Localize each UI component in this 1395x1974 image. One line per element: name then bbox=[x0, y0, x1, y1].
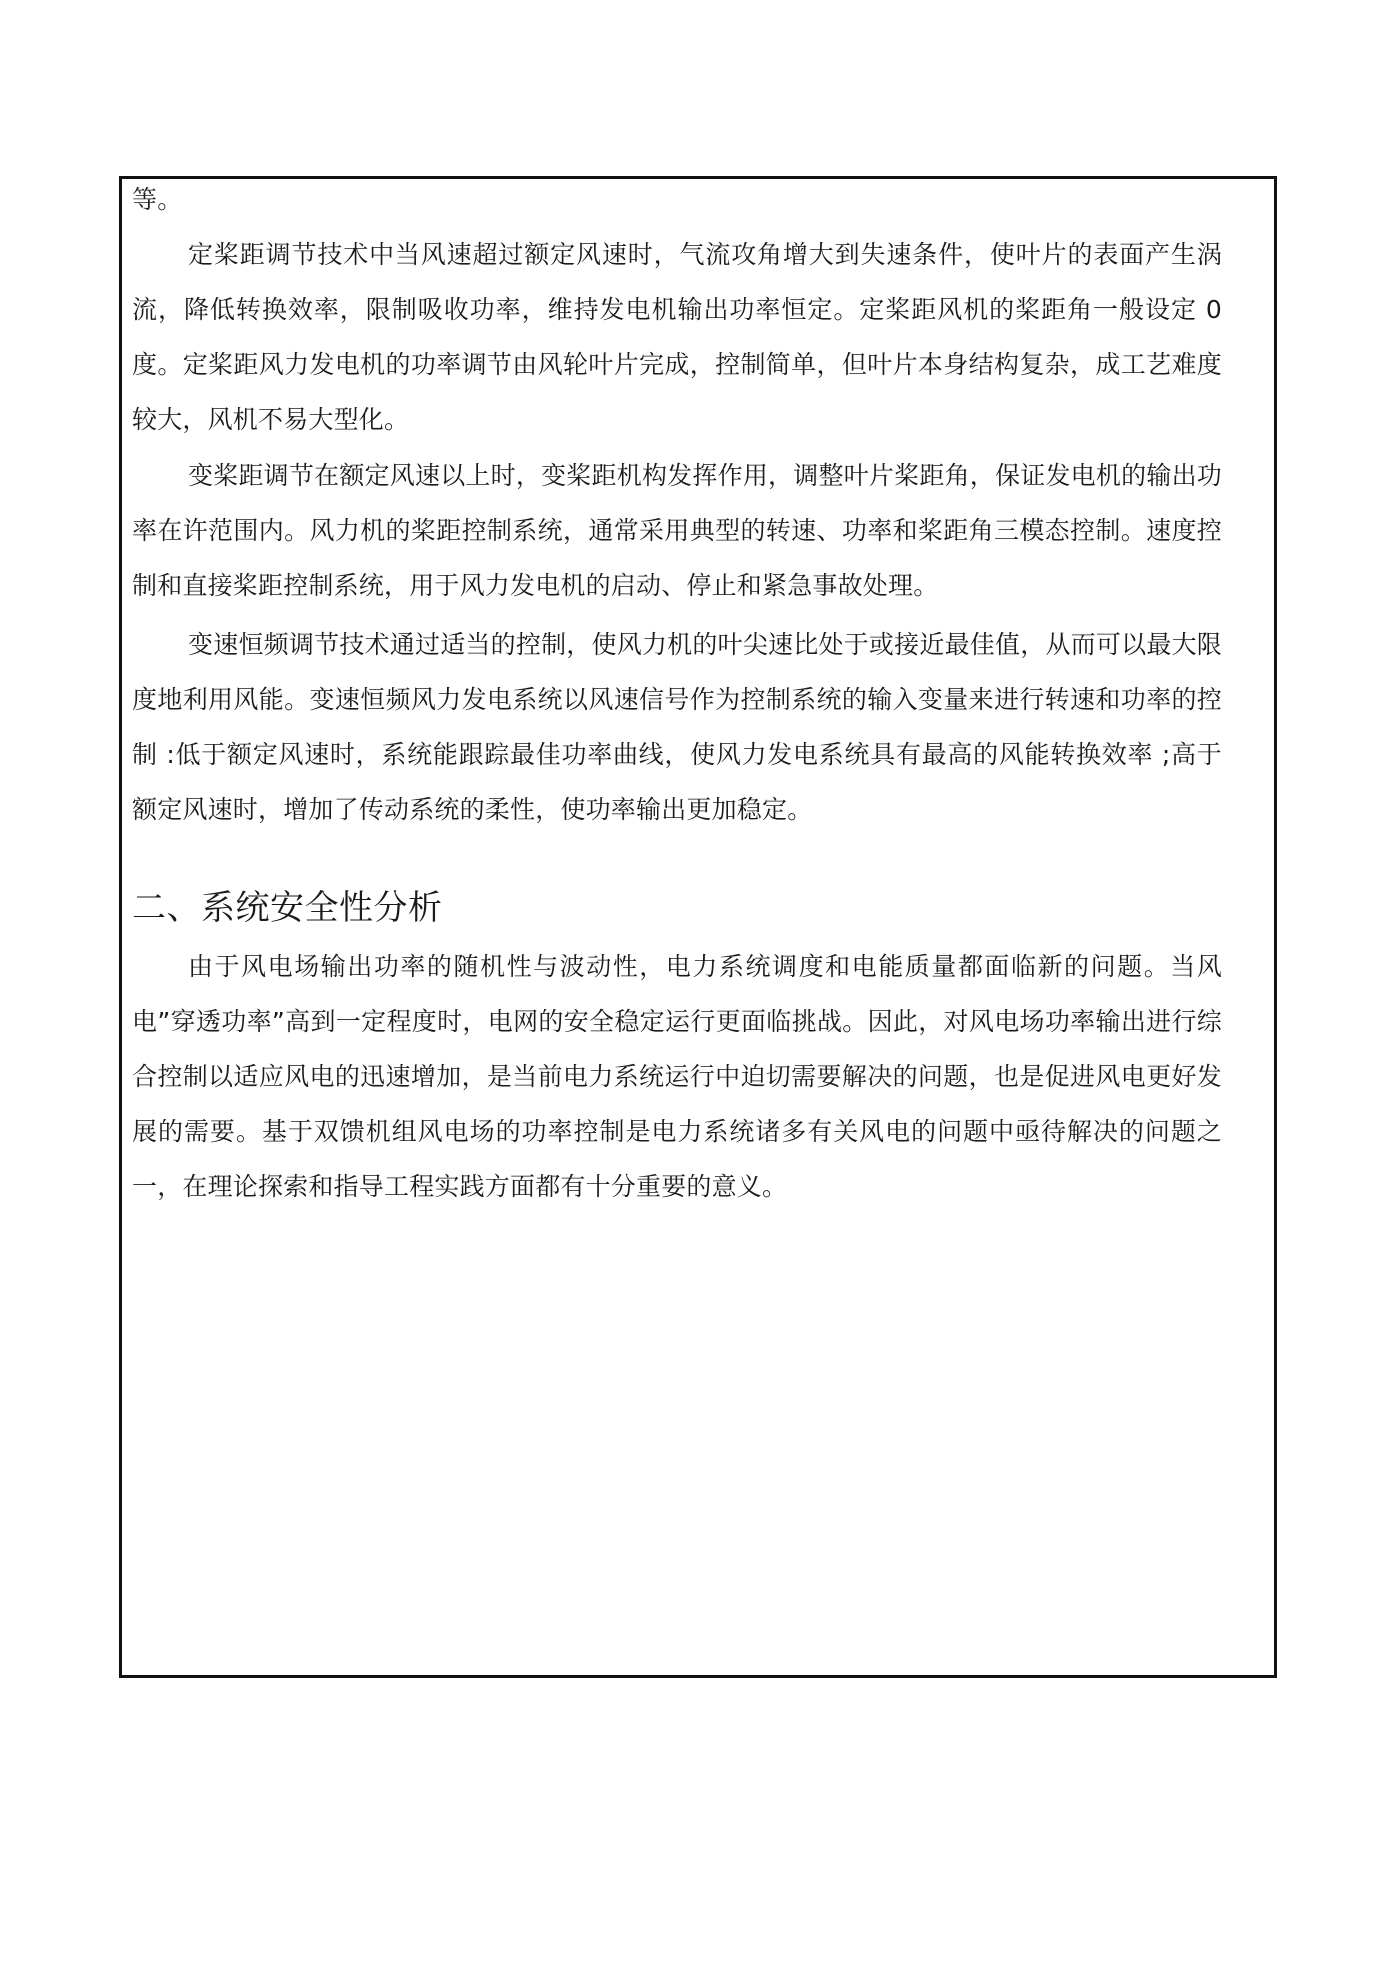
paragraph-variable-speed: 变速恒频调节技术通过适当的控制，使风力机的叶尖速比处于或接近最佳值，从而可以最大限度地利用风能。变速恒频风力发电系统以风速信号作为控制系统的输入变量来进行转速和功率的控制 :低于额定风速时，系统能跟踪最佳功率曲线，使风力发电系统具有最高的风能转换效率 ;高于额定风速时，增加了传动系统的柔性，使功率输出更加稳定。 bbox=[132, 630, 1222, 824]
paragraph-continuation: 等。 bbox=[132, 185, 183, 214]
document-body bbox=[132, 172, 1222, 1214]
section-heading: 二、系统安全性分析 bbox=[132, 888, 443, 928]
paragraph-fixed-pitch: 定桨距调节技术中当风速超过额定风速时，气流攻角增大到失速条件，使叶片的表面产生涡流，降低转换效率，限制吸收功率，维持发电机输出功率恒定。定桨距风机的桨距角一般设定 0 度。定桨距风力发电机的功率调节由风轮叶片完成，控制简单，但叶片本身结构复杂，成工艺难度较大，风机不易大型化。 bbox=[132, 240, 1222, 434]
paragraph-variable-pitch: 变桨距调节在额定风速以上时，变桨距机构发挥作用，调整叶片桨距角，保证发电机的输出功率在许范围内。风力机的桨距控制系统，通常采用典型的转速、功率和桨距角三模态控制。速度控制和直接桨距控制系统，用于风力发电机的启动、停止和紧急事故处理。 bbox=[132, 461, 1222, 600]
paragraph-system-safety: 由于风电场输出功率的随机性与波动性，电力系统调度和电能质量都面临新的问题。当风电”穿透功率”高到一定程度时，电网的安全稳定运行更面临挑战。因此，对风电场功率输出进行综合控制以适应风电的迅速增加，是当前电力系统运行中迫切需要解决的问题，也是促进风电更好发展的需要。基于双馈机组风电场的功率控制是电力系统诸多有关风电的问题中亟待解决的问题之一，在理论探索和指导工程实践方面都有十分重要的意义。 bbox=[132, 952, 1222, 1201]
